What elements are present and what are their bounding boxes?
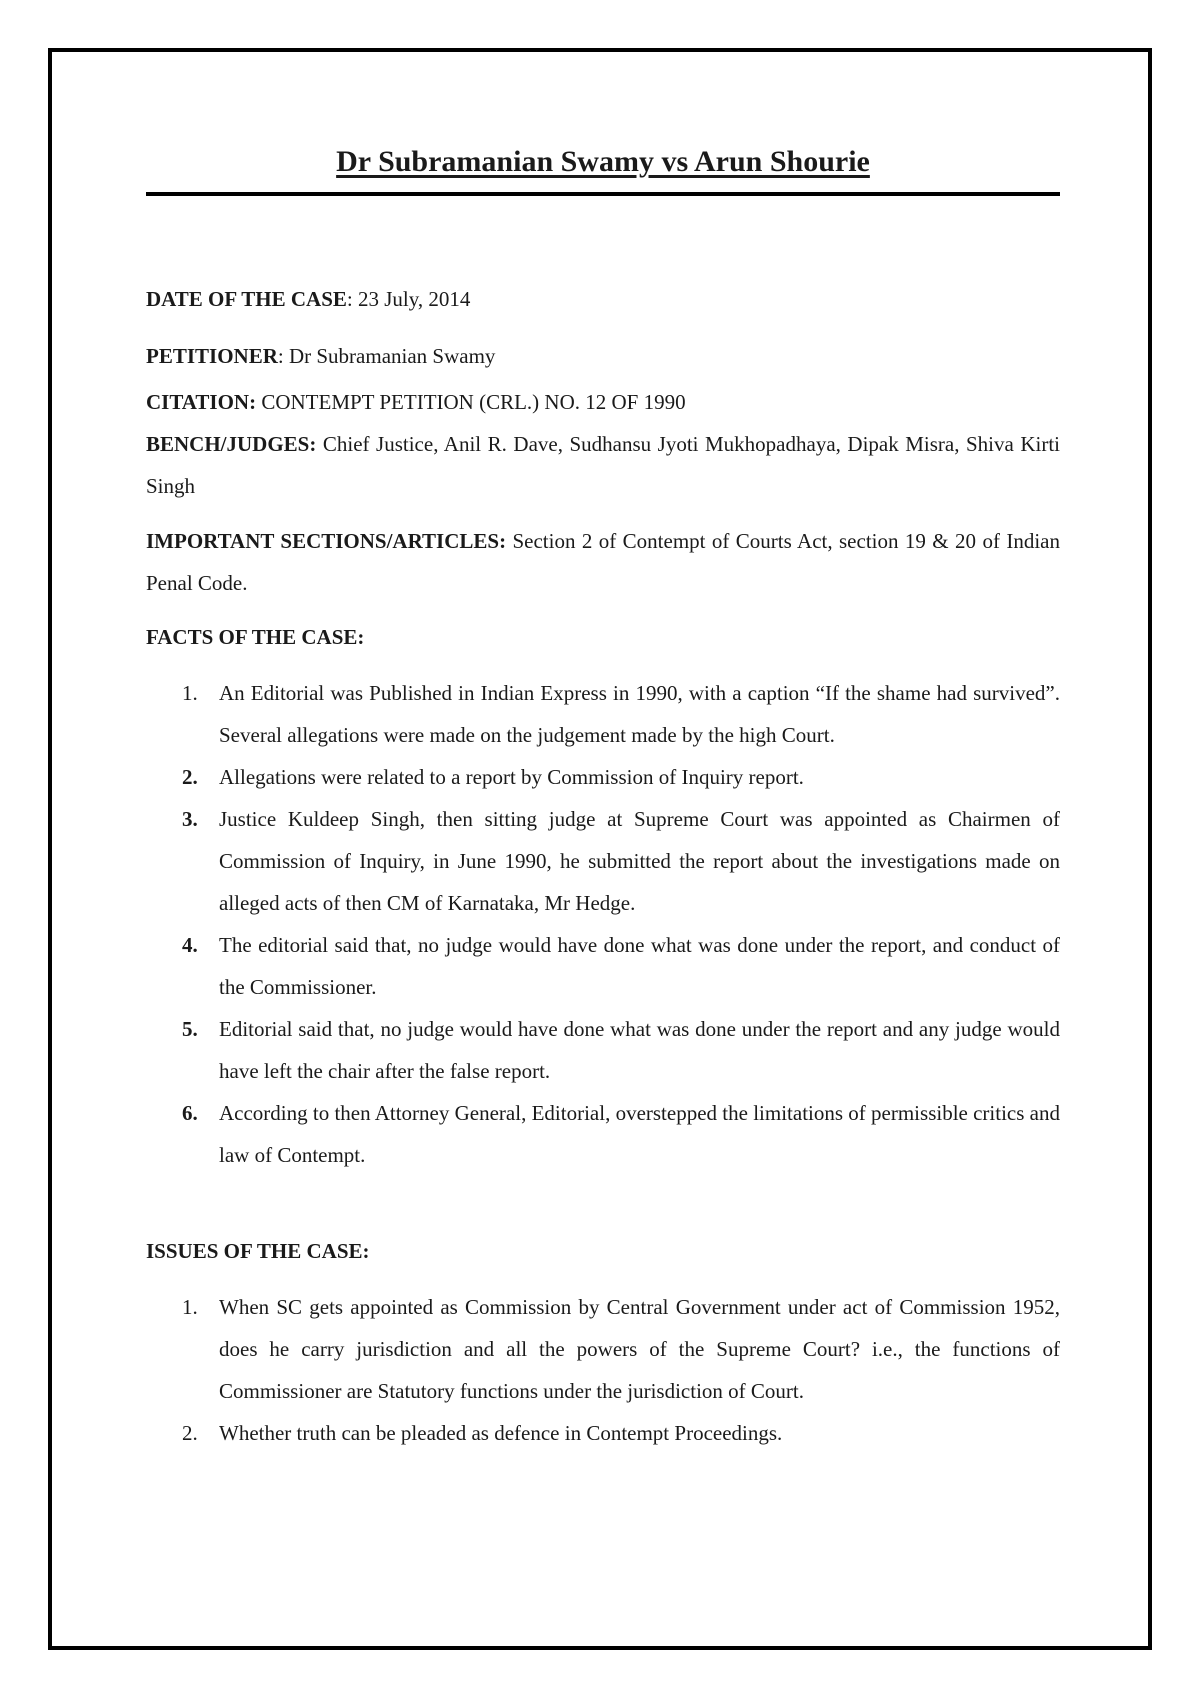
item-number: 2. bbox=[182, 765, 198, 789]
item-number: 3. bbox=[182, 807, 198, 831]
bench-value: Chief Justice, Anil R. Dave, Sudhansu Jyoti Mukhopadhaya, Dipak Misra, Shiva Kirti Singh bbox=[146, 432, 1060, 498]
list-item bbox=[146, 1412, 1060, 1454]
item-text: The editorial said that, no judge would have done what was done under the report, and conduct of the Commissioner. bbox=[219, 933, 1060, 999]
item-number: 4. bbox=[182, 933, 198, 957]
list-item bbox=[146, 798, 1060, 924]
list-item bbox=[146, 924, 1060, 1008]
sections-field bbox=[146, 520, 1060, 604]
facts-heading: FACTS OF THE CASE: bbox=[146, 625, 365, 649]
list-item bbox=[146, 1286, 1060, 1412]
list-item bbox=[146, 756, 1060, 798]
item-number: 1. bbox=[182, 1295, 198, 1319]
item-text: Allegations were related to a report by Commission of Inquiry report. bbox=[219, 765, 804, 789]
date-label: DATE OF THE CASE bbox=[146, 287, 347, 311]
date-value: : 23 July, 2014 bbox=[346, 287, 471, 311]
date-field bbox=[146, 278, 1060, 320]
item-text: Justice Kuldeep Singh, then sitting judge at Supreme Court was appointed as Chairmen of Commission of Inquiry, in June 1990, he submitted the report about the investigations made on alleged acts of then CM of Karnataka, Mr Hedge. bbox=[219, 807, 1060, 915]
citation-field bbox=[146, 381, 1060, 423]
sections-label: IMPORTANT SECTIONS/ARTICLES: bbox=[146, 529, 507, 553]
petitioner-label: PETITIONER bbox=[146, 344, 278, 368]
item-text: An Editorial was Published in Indian Express in 1990, with a caption “If the shame had survived”. Several allegations were made on the judgement made by the high Court. bbox=[219, 681, 1060, 747]
facts-list bbox=[146, 672, 1060, 1176]
list-item bbox=[146, 1008, 1060, 1092]
item-number: 5. bbox=[182, 1017, 198, 1041]
title-rule bbox=[146, 192, 1060, 196]
document-title: Dr Subramanian Swamy vs Arun Shourie bbox=[336, 145, 870, 178]
issues-heading: ISSUES OF THE CASE: bbox=[146, 1239, 370, 1263]
petitioner-field bbox=[146, 335, 1060, 377]
citation-label: CITATION: bbox=[146, 390, 257, 414]
bench-field bbox=[146, 423, 1060, 507]
list-item bbox=[146, 1092, 1060, 1176]
petitioner-value: : Dr Subramanian Swamy bbox=[277, 344, 496, 368]
item-number: 2. bbox=[182, 1421, 198, 1445]
item-text: When SC gets appointed as Commission by Central Government under act of Commission 1952, does he carry jurisdiction and all the powers of the Supreme Court? i.e., the functions of Commissioner are Statutory functions under the jurisdiction of Court. bbox=[219, 1295, 1060, 1403]
item-text: Whether truth can be pleaded as defence in Contempt Proceedings. bbox=[219, 1421, 783, 1445]
list-item bbox=[146, 672, 1060, 756]
citation-value: CONTEMPT PETITION (CRL.) NO. 12 OF 1990 bbox=[256, 390, 686, 414]
issues-list bbox=[146, 1286, 1060, 1454]
sections-value: Section 2 of Contempt of Courts Act, section 19 & 20 of Indian Penal Code. bbox=[146, 529, 1060, 595]
item-number: 1. bbox=[182, 681, 198, 705]
item-text: Editorial said that, no judge would have done what was done under the report and any judge would have left the chair after the false report. bbox=[219, 1017, 1060, 1083]
document-body bbox=[146, 140, 1060, 1454]
item-number: 6. bbox=[182, 1101, 198, 1125]
bench-label: BENCH/JUDGES: bbox=[146, 432, 317, 456]
item-text: According to then Attorney General, Editorial, overstepped the limitations of permissible critics and law of Contempt. bbox=[219, 1101, 1060, 1167]
